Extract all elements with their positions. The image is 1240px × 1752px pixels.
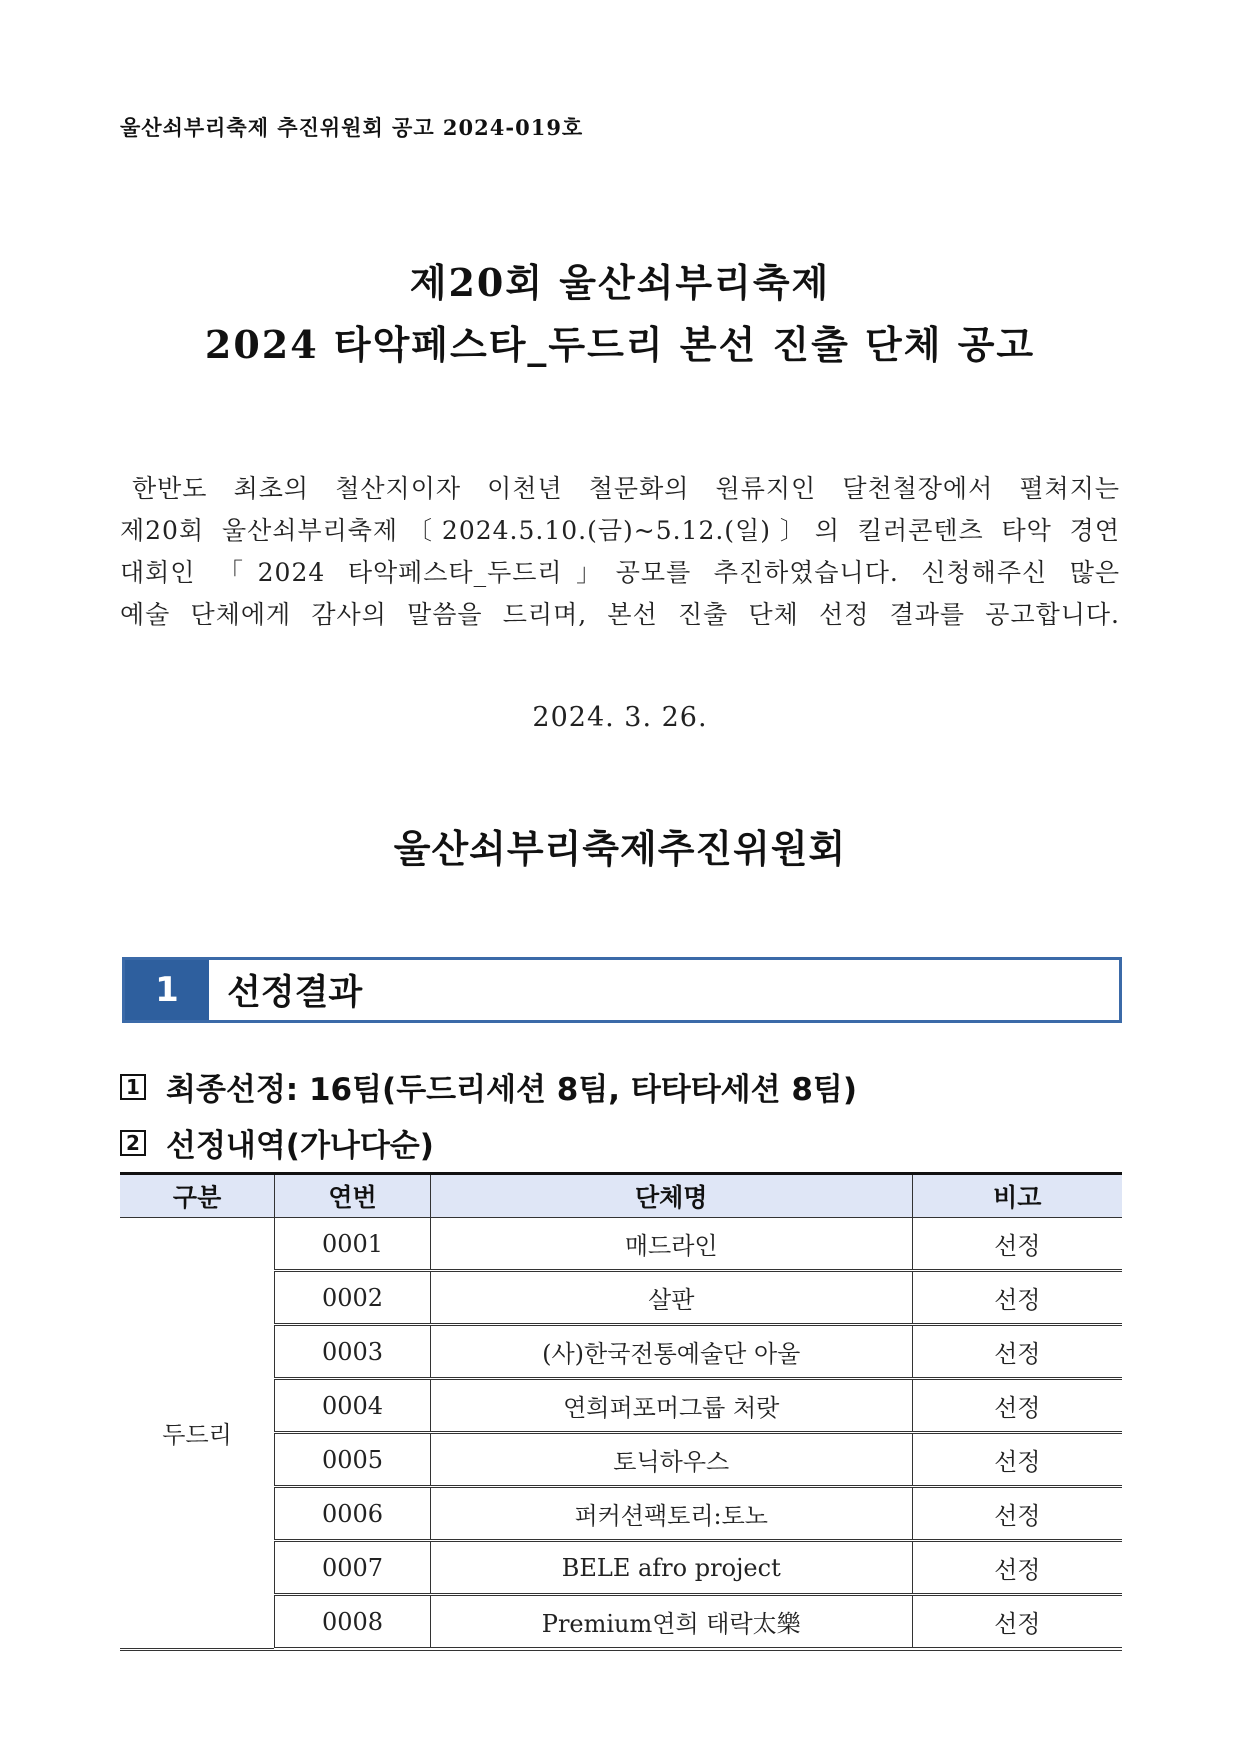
section-header (122, 957, 1122, 1023)
intro-line: 제20회 울산쇠부리축제〔2024.5.10.(금)~5.12.(일)〕의 킬러콘텐츠 타악 경연 (120, 516, 1120, 545)
group-name-cell: 퍼커션팩토리:토노 (430, 1487, 912, 1541)
remarks-cell: 선정 (912, 1433, 1122, 1487)
number-cell: 0001 (275, 1218, 431, 1271)
notice-date: 2024. 3. 26. (532, 702, 708, 733)
group-name-cell: 토닉하우스 (430, 1433, 912, 1487)
selection-table (120, 1172, 1122, 1651)
column-header-category: 구분 (120, 1174, 275, 1218)
remarks-cell: 선정 (912, 1487, 1122, 1541)
column-header-number: 연번 (275, 1174, 431, 1218)
column-header-remarks: 비고 (912, 1174, 1122, 1218)
table-header-row (120, 1174, 1122, 1218)
group-name-cell: (사)한국전통예술단 아울 (430, 1325, 912, 1379)
number-cell: 0003 (275, 1325, 431, 1379)
remarks-cell: 선정 (912, 1271, 1122, 1325)
group-name-cell: Premium연희 태락太樂 (430, 1595, 912, 1650)
number-cell: 0007 (275, 1541, 431, 1595)
number-cell: 0005 (275, 1433, 431, 1487)
item-number-box: 1 (120, 1074, 146, 1100)
document-title-line2: 2024 타악페스타_두드리 본선 진출 단체 공고 (204, 322, 1036, 367)
group-name-cell: 매드라인 (430, 1218, 912, 1271)
intro-paragraph (120, 468, 1120, 636)
group-name-cell: BELE afro project (430, 1541, 912, 1595)
remarks-cell: 선정 (912, 1595, 1122, 1650)
item-number-box: 2 (120, 1130, 146, 1156)
final-selection-text: 최종선정: 16팀(두드리세션 8팀, 타타타세션 8팀) (166, 1072, 858, 1108)
group-name-cell: 연희퍼포머그룹 처랏 (430, 1379, 912, 1433)
number-cell: 0004 (275, 1379, 431, 1433)
remarks-cell: 선정 (912, 1379, 1122, 1433)
intro-line: 예술 단체에게 감사의 말씀을 드리며, 본선 진출 단체 선정 결과를 공고합니다. (120, 600, 1120, 629)
number-cell: 0008 (275, 1595, 431, 1650)
category-cell: 두드리 (120, 1218, 275, 1650)
remarks-cell: 선정 (912, 1541, 1122, 1595)
remarks-cell: 선정 (912, 1218, 1122, 1271)
number-cell: 0006 (275, 1487, 431, 1541)
number-cell: 0002 (275, 1271, 431, 1325)
intro-line: 한반도 최초의 철산지이자 이천년 철문화의 원류지인 달천철장에서 펼쳐지는 (132, 474, 1120, 503)
notice-number: 울산쇠부리축제 추진위원회 공고 2024-019호 (120, 115, 584, 140)
table-row (120, 1218, 1122, 1271)
document-title-line1: 제20회 울산쇠부리축제 (409, 260, 831, 305)
organization-name: 울산쇠부리축제추진위원회 (393, 827, 847, 871)
intro-line: 대회인 「2024 타악페스타_두드리」공모를 추진하였습니다. 신청해주신 많은 (120, 558, 1120, 587)
group-name-cell: 살판 (430, 1271, 912, 1325)
remarks-cell: 선정 (912, 1325, 1122, 1379)
column-header-group-name: 단체명 (430, 1174, 912, 1218)
section-title: 선정결과 (227, 973, 363, 1013)
section-number: 1 (125, 960, 213, 1020)
selection-list-text: 선정내역(가나다순) (166, 1128, 434, 1164)
final-selection-line (120, 1064, 857, 1109)
selection-list-heading (120, 1120, 434, 1165)
